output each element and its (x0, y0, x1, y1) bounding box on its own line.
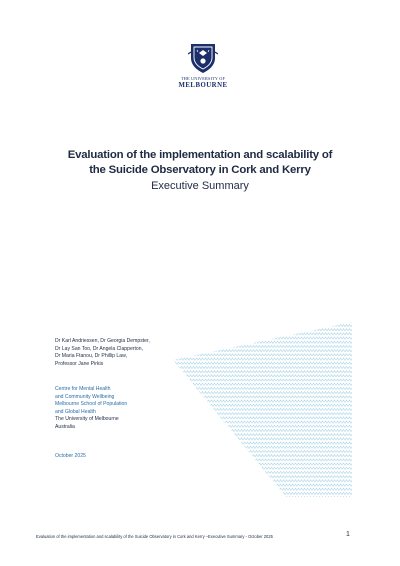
crest-icon (188, 42, 218, 74)
author-line: Dr Lay San Too, Dr Angela Clapperton, (55, 345, 143, 352)
affiliation-line: The University of Melbourne (55, 416, 119, 423)
university-logo (178, 42, 228, 89)
page-footer: Evaluation of the implementation and scalability of the Suicide Observatory in Cork and Kerry –Executive Summary - October 2025 (36, 534, 273, 539)
document-title (40, 148, 360, 177)
author-list (55, 338, 150, 368)
author-line: Dr Maria Ftanou, Dr Phillip Law, (55, 353, 127, 360)
author-line: Professor Jane Pirkis (55, 360, 104, 367)
affiliation-line: Australia (55, 423, 75, 430)
author-line: Dr Karl Andriessen, Dr Georgia Dempster, (55, 338, 150, 344)
publication-date: October 2025 (55, 453, 86, 459)
affiliation-block (55, 386, 127, 432)
affiliation-line: and Global Health (55, 408, 96, 415)
affiliation-line: Melbourne School of Population (55, 401, 128, 408)
page-number: 1 (346, 531, 350, 538)
logo-text-big: MELBOURNE (178, 82, 228, 89)
logo-text-small: THE UNIVERSITY OF (181, 76, 225, 81)
affiliation-line: Centre for Mental Health (55, 386, 111, 392)
document-subtitle: Executive Summary (151, 180, 249, 192)
title-line-1: Evaluation of the implementation and scalability of (67, 149, 333, 161)
title-line-2: the Suicide Observatory in Cork and Kerry (89, 163, 311, 176)
affiliation-line: and Community Wellbeing (55, 393, 115, 400)
